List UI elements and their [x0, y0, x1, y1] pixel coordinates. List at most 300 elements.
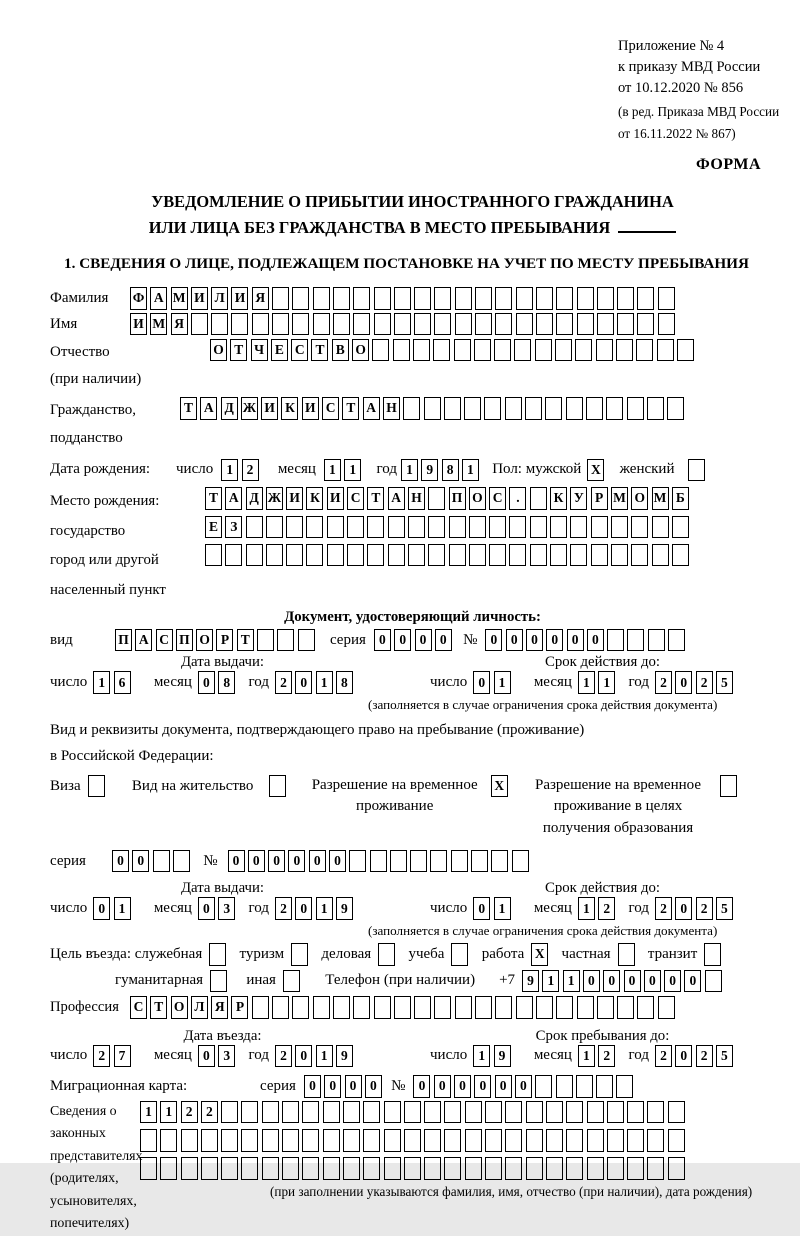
- char-cell[interactable]: С: [489, 487, 506, 510]
- char-cell[interactable]: [475, 287, 492, 310]
- char-cell[interactable]: [291, 943, 308, 966]
- char-cell[interactable]: [246, 516, 263, 539]
- char-cell[interactable]: Ж: [241, 397, 258, 420]
- char-cell[interactable]: [570, 544, 587, 567]
- char-cell[interactable]: О: [469, 487, 486, 510]
- char-cell[interactable]: 0: [506, 629, 523, 652]
- char-cell[interactable]: И: [302, 397, 319, 420]
- char-cell[interactable]: 0: [365, 1075, 382, 1098]
- char-cell[interactable]: [323, 1157, 340, 1180]
- char-cell[interactable]: Ж: [266, 487, 283, 510]
- char-cell[interactable]: 1: [316, 671, 333, 694]
- char-cell[interactable]: 0: [394, 629, 411, 652]
- char-cell[interactable]: Н: [383, 397, 400, 420]
- char-cell[interactable]: [313, 287, 330, 310]
- char-cell[interactable]: 1: [598, 671, 615, 694]
- char-cell[interactable]: [607, 1157, 624, 1180]
- char-cell[interactable]: [607, 1101, 624, 1124]
- char-cell[interactable]: 3: [218, 897, 235, 920]
- char-cell[interactable]: [546, 1157, 563, 1180]
- char-cell[interactable]: [160, 1129, 177, 1152]
- char-cell[interactable]: [631, 544, 648, 567]
- char-cell[interactable]: 2: [598, 1045, 615, 1068]
- char-cell[interactable]: 0: [93, 897, 110, 920]
- char-cell[interactable]: [413, 339, 430, 362]
- char-cell[interactable]: 0: [583, 970, 600, 993]
- char-cell[interactable]: [509, 544, 526, 567]
- char-cell[interactable]: [514, 339, 531, 362]
- char-cell[interactable]: 2: [275, 671, 292, 694]
- char-cell[interactable]: А: [225, 487, 242, 510]
- char-cell[interactable]: З: [225, 516, 242, 539]
- char-cell[interactable]: [546, 1101, 563, 1124]
- char-cell[interactable]: [566, 1157, 583, 1180]
- char-cell[interactable]: [272, 996, 289, 1019]
- char-cell[interactable]: [262, 1129, 279, 1152]
- char-cell[interactable]: [658, 996, 675, 1019]
- char-cell[interactable]: [530, 544, 547, 567]
- char-cell[interactable]: [209, 943, 226, 966]
- char-cell[interactable]: [241, 1157, 258, 1180]
- char-cell[interactable]: [566, 1129, 583, 1152]
- char-cell[interactable]: [388, 516, 405, 539]
- char-cell[interactable]: [404, 1129, 421, 1152]
- char-cell[interactable]: 0: [345, 1075, 362, 1098]
- char-cell[interactable]: [617, 996, 634, 1019]
- char-cell[interactable]: [140, 1129, 157, 1152]
- char-cell[interactable]: [302, 1101, 319, 1124]
- char-cell[interactable]: [606, 397, 623, 420]
- char-cell[interactable]: [627, 1101, 644, 1124]
- char-cell[interactable]: [353, 996, 370, 1019]
- char-cell[interactable]: [556, 313, 573, 336]
- char-cell[interactable]: [444, 1101, 461, 1124]
- char-cell[interactable]: И: [286, 487, 303, 510]
- char-cell[interactable]: [272, 287, 289, 310]
- char-cell[interactable]: [648, 629, 665, 652]
- char-cell[interactable]: О: [352, 339, 369, 362]
- char-cell[interactable]: [516, 313, 533, 336]
- char-cell[interactable]: [210, 970, 227, 993]
- char-cell[interactable]: [211, 313, 228, 336]
- char-cell[interactable]: [384, 1101, 401, 1124]
- char-cell[interactable]: 0: [587, 629, 604, 652]
- char-cell[interactable]: [327, 544, 344, 567]
- char-cell[interactable]: Л: [211, 287, 228, 310]
- char-cell[interactable]: Я: [252, 287, 269, 310]
- char-cell[interactable]: В: [332, 339, 349, 362]
- char-cell[interactable]: 1: [542, 970, 559, 993]
- char-cell[interactable]: 1: [324, 459, 341, 482]
- char-cell[interactable]: Т: [342, 397, 359, 420]
- char-cell[interactable]: С: [130, 996, 147, 1019]
- char-cell[interactable]: [637, 996, 654, 1019]
- char-cell[interactable]: [647, 397, 664, 420]
- char-cell[interactable]: X: [587, 459, 604, 482]
- char-cell[interactable]: [525, 397, 542, 420]
- char-cell[interactable]: И: [327, 487, 344, 510]
- char-cell[interactable]: 5: [716, 671, 733, 694]
- char-cell[interactable]: [556, 996, 573, 1019]
- char-cell[interactable]: [201, 1157, 218, 1180]
- char-cell[interactable]: [374, 996, 391, 1019]
- char-cell[interactable]: [374, 313, 391, 336]
- char-cell[interactable]: 0: [485, 629, 502, 652]
- char-cell[interactable]: [370, 850, 387, 873]
- char-cell[interactable]: [424, 397, 441, 420]
- char-cell[interactable]: [536, 996, 553, 1019]
- char-cell[interactable]: [597, 313, 614, 336]
- char-cell[interactable]: М: [150, 313, 167, 336]
- char-cell[interactable]: [550, 544, 567, 567]
- char-cell[interactable]: 0: [473, 897, 490, 920]
- char-cell[interactable]: X: [491, 775, 508, 798]
- char-cell[interactable]: [556, 287, 573, 310]
- char-cell[interactable]: Л: [191, 996, 208, 1019]
- char-cell[interactable]: [526, 1157, 543, 1180]
- char-cell[interactable]: [323, 1129, 340, 1152]
- char-cell[interactable]: [394, 996, 411, 1019]
- char-cell[interactable]: [306, 516, 323, 539]
- char-cell[interactable]: [591, 516, 608, 539]
- char-cell[interactable]: [489, 516, 506, 539]
- char-cell[interactable]: 0: [546, 629, 563, 652]
- char-cell[interactable]: [414, 313, 431, 336]
- char-cell[interactable]: 2: [275, 1045, 292, 1068]
- char-cell[interactable]: М: [652, 487, 669, 510]
- char-cell[interactable]: [668, 629, 685, 652]
- char-cell[interactable]: [627, 397, 644, 420]
- char-cell[interactable]: [347, 516, 364, 539]
- char-cell[interactable]: [367, 544, 384, 567]
- char-cell[interactable]: [430, 850, 447, 873]
- char-cell[interactable]: [535, 1075, 552, 1098]
- char-cell[interactable]: [577, 313, 594, 336]
- char-cell[interactable]: [428, 487, 445, 510]
- char-cell[interactable]: [363, 1101, 380, 1124]
- char-cell[interactable]: 0: [495, 1075, 512, 1098]
- char-cell[interactable]: 1: [401, 459, 418, 482]
- char-cell[interactable]: Р: [591, 487, 608, 510]
- char-cell[interactable]: И: [261, 397, 278, 420]
- char-cell[interactable]: [434, 313, 451, 336]
- char-cell[interactable]: 0: [624, 970, 641, 993]
- char-cell[interactable]: П: [115, 629, 132, 652]
- char-cell[interactable]: [282, 1157, 299, 1180]
- char-cell[interactable]: [390, 850, 407, 873]
- char-cell[interactable]: [246, 544, 263, 567]
- char-cell[interactable]: [469, 544, 486, 567]
- char-cell[interactable]: [586, 397, 603, 420]
- char-cell[interactable]: 0: [309, 850, 326, 873]
- char-cell[interactable]: [596, 1075, 613, 1098]
- char-cell[interactable]: 9: [494, 1045, 511, 1068]
- char-cell[interactable]: [225, 544, 242, 567]
- char-cell[interactable]: [484, 397, 501, 420]
- char-cell[interactable]: 0: [304, 1075, 321, 1098]
- char-cell[interactable]: [410, 850, 427, 873]
- char-cell[interactable]: 0: [295, 671, 312, 694]
- char-cell[interactable]: 0: [515, 1075, 532, 1098]
- char-cell[interactable]: 0: [198, 671, 215, 694]
- char-cell[interactable]: 1: [578, 671, 595, 694]
- char-cell[interactable]: [372, 339, 389, 362]
- char-cell[interactable]: М: [171, 287, 188, 310]
- char-cell[interactable]: [495, 996, 512, 1019]
- char-cell[interactable]: [587, 1129, 604, 1152]
- char-cell[interactable]: К: [306, 487, 323, 510]
- char-cell[interactable]: [323, 1101, 340, 1124]
- char-cell[interactable]: [313, 313, 330, 336]
- char-cell[interactable]: [555, 339, 572, 362]
- char-cell[interactable]: 5: [716, 897, 733, 920]
- char-cell[interactable]: [283, 970, 300, 993]
- char-cell[interactable]: [434, 287, 451, 310]
- char-cell[interactable]: [667, 397, 684, 420]
- char-cell[interactable]: [286, 516, 303, 539]
- char-cell[interactable]: [292, 996, 309, 1019]
- char-cell[interactable]: 8: [218, 671, 235, 694]
- char-cell[interactable]: Т: [311, 339, 328, 362]
- char-cell[interactable]: [333, 313, 350, 336]
- char-cell[interactable]: [566, 397, 583, 420]
- char-cell[interactable]: [241, 1101, 258, 1124]
- char-cell[interactable]: [374, 287, 391, 310]
- char-cell[interactable]: 0: [198, 897, 215, 920]
- char-cell[interactable]: [454, 339, 471, 362]
- char-cell[interactable]: 0: [664, 970, 681, 993]
- char-cell[interactable]: [672, 544, 689, 567]
- char-cell[interactable]: [414, 287, 431, 310]
- char-cell[interactable]: 0: [112, 850, 129, 873]
- char-cell[interactable]: 1: [114, 897, 131, 920]
- char-cell[interactable]: А: [200, 397, 217, 420]
- char-cell[interactable]: [333, 996, 350, 1019]
- char-cell[interactable]: [282, 1101, 299, 1124]
- char-cell[interactable]: [495, 313, 512, 336]
- char-cell[interactable]: [153, 850, 170, 873]
- char-cell[interactable]: Я: [211, 996, 228, 1019]
- char-cell[interactable]: Т: [367, 487, 384, 510]
- char-cell[interactable]: [491, 850, 508, 873]
- char-cell[interactable]: 0: [132, 850, 149, 873]
- char-cell[interactable]: [596, 339, 613, 362]
- char-cell[interactable]: 0: [675, 1045, 692, 1068]
- char-cell[interactable]: [597, 996, 614, 1019]
- char-cell[interactable]: [428, 544, 445, 567]
- char-cell[interactable]: [408, 516, 425, 539]
- char-cell[interactable]: [657, 339, 674, 362]
- char-cell[interactable]: [647, 1101, 664, 1124]
- char-cell[interactable]: Ф: [130, 287, 147, 310]
- char-cell[interactable]: [191, 313, 208, 336]
- char-cell[interactable]: [343, 1157, 360, 1180]
- char-cell[interactable]: [384, 1129, 401, 1152]
- char-cell[interactable]: [545, 397, 562, 420]
- char-cell[interactable]: [252, 313, 269, 336]
- char-cell[interactable]: 1: [316, 1045, 333, 1068]
- char-cell[interactable]: [591, 544, 608, 567]
- char-cell[interactable]: 0: [295, 897, 312, 920]
- char-cell[interactable]: [465, 1129, 482, 1152]
- char-cell[interactable]: [292, 313, 309, 336]
- char-cell[interactable]: [485, 1101, 502, 1124]
- char-cell[interactable]: 0: [288, 850, 305, 873]
- char-cell[interactable]: 5: [716, 1045, 733, 1068]
- char-cell[interactable]: [282, 1129, 299, 1152]
- char-cell[interactable]: [455, 287, 472, 310]
- char-cell[interactable]: [140, 1157, 157, 1180]
- char-cell[interactable]: [347, 544, 364, 567]
- char-cell[interactable]: [535, 339, 552, 362]
- char-cell[interactable]: [449, 516, 466, 539]
- char-cell[interactable]: [636, 339, 653, 362]
- char-cell[interactable]: [611, 544, 628, 567]
- char-cell[interactable]: [451, 850, 468, 873]
- char-cell[interactable]: 0: [248, 850, 265, 873]
- char-cell[interactable]: [181, 1157, 198, 1180]
- char-cell[interactable]: [495, 287, 512, 310]
- char-cell[interactable]: [607, 1129, 624, 1152]
- char-cell[interactable]: [509, 516, 526, 539]
- char-cell[interactable]: [231, 313, 248, 336]
- char-cell[interactable]: [286, 544, 303, 567]
- char-cell[interactable]: [433, 339, 450, 362]
- char-cell[interactable]: [616, 1075, 633, 1098]
- char-cell[interactable]: [566, 1101, 583, 1124]
- char-cell[interactable]: 1: [344, 459, 361, 482]
- char-cell[interactable]: [474, 339, 491, 362]
- char-cell[interactable]: [577, 996, 594, 1019]
- char-cell[interactable]: У: [570, 487, 587, 510]
- char-cell[interactable]: 9: [336, 1045, 353, 1068]
- char-cell[interactable]: [444, 397, 461, 420]
- char-cell[interactable]: [302, 1129, 319, 1152]
- char-cell[interactable]: 9: [421, 459, 438, 482]
- char-cell[interactable]: 1: [316, 897, 333, 920]
- char-cell[interactable]: Н: [408, 487, 425, 510]
- char-cell[interactable]: Ч: [251, 339, 268, 362]
- char-cell[interactable]: [597, 287, 614, 310]
- char-cell[interactable]: 2: [655, 1045, 672, 1068]
- char-cell[interactable]: [652, 516, 669, 539]
- char-cell[interactable]: [627, 629, 644, 652]
- char-cell[interactable]: [556, 1075, 573, 1098]
- char-cell[interactable]: 1: [160, 1101, 177, 1124]
- char-cell[interactable]: [637, 313, 654, 336]
- char-cell[interactable]: О: [631, 487, 648, 510]
- char-cell[interactable]: [414, 996, 431, 1019]
- char-cell[interactable]: [363, 1129, 380, 1152]
- char-cell[interactable]: 1: [462, 459, 479, 482]
- char-cell[interactable]: [475, 996, 492, 1019]
- char-cell[interactable]: [668, 1157, 685, 1180]
- char-cell[interactable]: [384, 1157, 401, 1180]
- char-cell[interactable]: О: [171, 996, 188, 1019]
- char-cell[interactable]: 0: [526, 629, 543, 652]
- char-cell[interactable]: Д: [221, 397, 238, 420]
- char-cell[interactable]: А: [388, 487, 405, 510]
- char-cell[interactable]: 2: [655, 671, 672, 694]
- char-cell[interactable]: [252, 996, 269, 1019]
- char-cell[interactable]: [444, 1157, 461, 1180]
- char-cell[interactable]: [617, 287, 634, 310]
- char-cell[interactable]: [587, 1101, 604, 1124]
- char-cell[interactable]: А: [150, 287, 167, 310]
- char-cell[interactable]: [647, 1129, 664, 1152]
- char-cell[interactable]: [327, 516, 344, 539]
- char-cell[interactable]: [526, 1101, 543, 1124]
- char-cell[interactable]: [277, 629, 294, 652]
- char-cell[interactable]: 1: [494, 897, 511, 920]
- char-cell[interactable]: [404, 1101, 421, 1124]
- char-cell[interactable]: [434, 996, 451, 1019]
- char-cell[interactable]: [475, 313, 492, 336]
- char-cell[interactable]: 8: [442, 459, 459, 482]
- char-cell[interactable]: [306, 544, 323, 567]
- char-cell[interactable]: 0: [644, 970, 661, 993]
- char-cell[interactable]: [88, 775, 105, 798]
- char-cell[interactable]: 9: [336, 897, 353, 920]
- char-cell[interactable]: [464, 397, 481, 420]
- char-cell[interactable]: 1: [578, 1045, 595, 1068]
- char-cell[interactable]: [465, 1101, 482, 1124]
- char-cell[interactable]: М: [611, 487, 628, 510]
- char-cell[interactable]: 2: [93, 1045, 110, 1068]
- char-cell[interactable]: 0: [268, 850, 285, 873]
- char-cell[interactable]: [378, 943, 395, 966]
- char-cell[interactable]: [394, 313, 411, 336]
- char-cell[interactable]: И: [130, 313, 147, 336]
- char-cell[interactable]: И: [231, 287, 248, 310]
- char-cell[interactable]: [404, 1157, 421, 1180]
- char-cell[interactable]: [388, 544, 405, 567]
- char-cell[interactable]: [677, 339, 694, 362]
- char-cell[interactable]: [333, 287, 350, 310]
- char-cell[interactable]: [269, 775, 286, 798]
- char-cell[interactable]: [221, 1129, 238, 1152]
- char-cell[interactable]: Т: [150, 996, 167, 1019]
- char-cell[interactable]: [672, 516, 689, 539]
- char-cell[interactable]: [292, 287, 309, 310]
- char-cell[interactable]: 0: [435, 629, 452, 652]
- char-cell[interactable]: [363, 1157, 380, 1180]
- char-cell[interactable]: Я: [171, 313, 188, 336]
- char-cell[interactable]: [173, 850, 190, 873]
- char-cell[interactable]: [505, 1157, 522, 1180]
- char-cell[interactable]: 3: [218, 1045, 235, 1068]
- char-cell[interactable]: [471, 850, 488, 873]
- char-cell[interactable]: 2: [598, 897, 615, 920]
- char-cell[interactable]: [353, 313, 370, 336]
- char-cell[interactable]: [367, 516, 384, 539]
- char-cell[interactable]: 0: [329, 850, 346, 873]
- char-cell[interactable]: С: [156, 629, 173, 652]
- char-cell[interactable]: [668, 1129, 685, 1152]
- char-cell[interactable]: 0: [374, 629, 391, 652]
- char-cell[interactable]: [302, 1157, 319, 1180]
- char-cell[interactable]: О: [196, 629, 213, 652]
- char-cell[interactable]: [705, 970, 722, 993]
- char-cell[interactable]: [353, 287, 370, 310]
- char-cell[interactable]: [428, 516, 445, 539]
- char-cell[interactable]: 0: [684, 970, 701, 993]
- char-cell[interactable]: [393, 339, 410, 362]
- char-cell[interactable]: [688, 459, 705, 482]
- char-cell[interactable]: [611, 516, 628, 539]
- char-cell[interactable]: [512, 850, 529, 873]
- char-cell[interactable]: 0: [198, 1045, 215, 1068]
